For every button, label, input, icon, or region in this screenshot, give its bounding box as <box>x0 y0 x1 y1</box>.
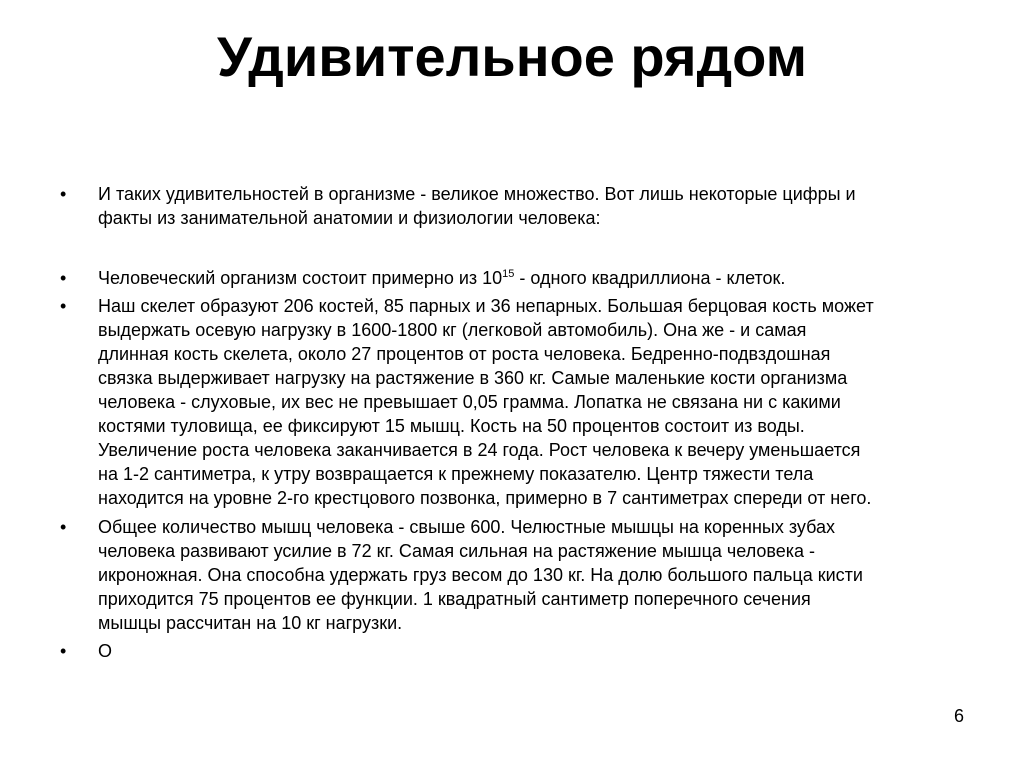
bullet-item <box>60 515 863 635</box>
bullet-line: находится на уровне 2-го крестцового позвонка, примерно в 7 сантиметрах спереди от него. <box>98 488 872 508</box>
bullet-line: человека развивают усилие в 72 кг. Самая сильная на растяжение мышца человека - <box>98 541 816 561</box>
bullet-icon: • <box>60 184 67 204</box>
bullet-line: факты из занимательной анатомии и физиологии человека: <box>98 208 601 228</box>
bullet-line <box>98 266 785 290</box>
bullet-line: выдержать осевую нагрузку в 1600-1800 кг (легковой автомобиль). Она же - и самая <box>98 320 807 340</box>
page-number: 6 <box>953 706 964 726</box>
bullet-line: костями туловища, ее фиксируют 15 мышц. Кость на 50 процентов состоит из воды. <box>98 416 805 436</box>
bullet-line: икроножная. Она способна удержать груз весом до 130 кг. На долю большого пальца кисти <box>98 565 863 585</box>
bullet-item <box>60 639 112 663</box>
bullet-line: приходится 75 процентов ее функции. 1 квадратный сантиметр поперечного сечения <box>98 589 811 609</box>
bullet-line: О <box>98 641 113 661</box>
bullet-line: Увеличение роста человека заканчивается в 24 года. Рост человека к вечеру уменьшается <box>98 440 861 460</box>
bullet-icon: • <box>60 296 67 316</box>
bullet-line: Наш скелет образуют 206 костей, 85 парных и 36 непарных. Большая берцовая кость может <box>98 296 874 316</box>
bullet-icon: • <box>60 517 67 537</box>
bullet-line: связка выдерживает нагрузку на растяжение в 360 кг. Самые маленькие кости организма <box>98 368 848 388</box>
bullet-line: мышцы рассчитан на 10 кг нагрузки. <box>98 613 403 633</box>
bullet-item <box>60 294 874 510</box>
superscript: 15 <box>502 268 515 280</box>
bullet-item <box>60 266 785 290</box>
bullet-line: Общее количество мышц человека - свыше 600. Челюстные мышцы на коренных зубах <box>98 517 835 537</box>
bullet-icon: • <box>60 641 67 661</box>
bullet-line: человека - слуховые, их вес не превышает 0,05 грамма. Лопатка не связана ни с какими <box>98 392 841 412</box>
bullet-line: на 1-2 сантиметра, к утру возвращается к прежнему показателю. Центр тяжести тела <box>98 464 814 484</box>
bullet-icon: • <box>60 268 67 288</box>
bullet-item <box>60 182 856 230</box>
text-part: - одного квадриллиона - клеток. <box>514 268 786 288</box>
text-part: Человеческий организм состоит примерно из 10 <box>98 268 503 288</box>
bullet-line: длинная кость скелета, около 27 процентов от роста человека. Бедренно-подвздошная <box>98 344 831 364</box>
bullet-line: И таких удивительностей в организме - великое множество. Вот лишь некоторые цифры и <box>98 184 856 204</box>
slide-title: Удивительное рядом <box>216 25 808 88</box>
